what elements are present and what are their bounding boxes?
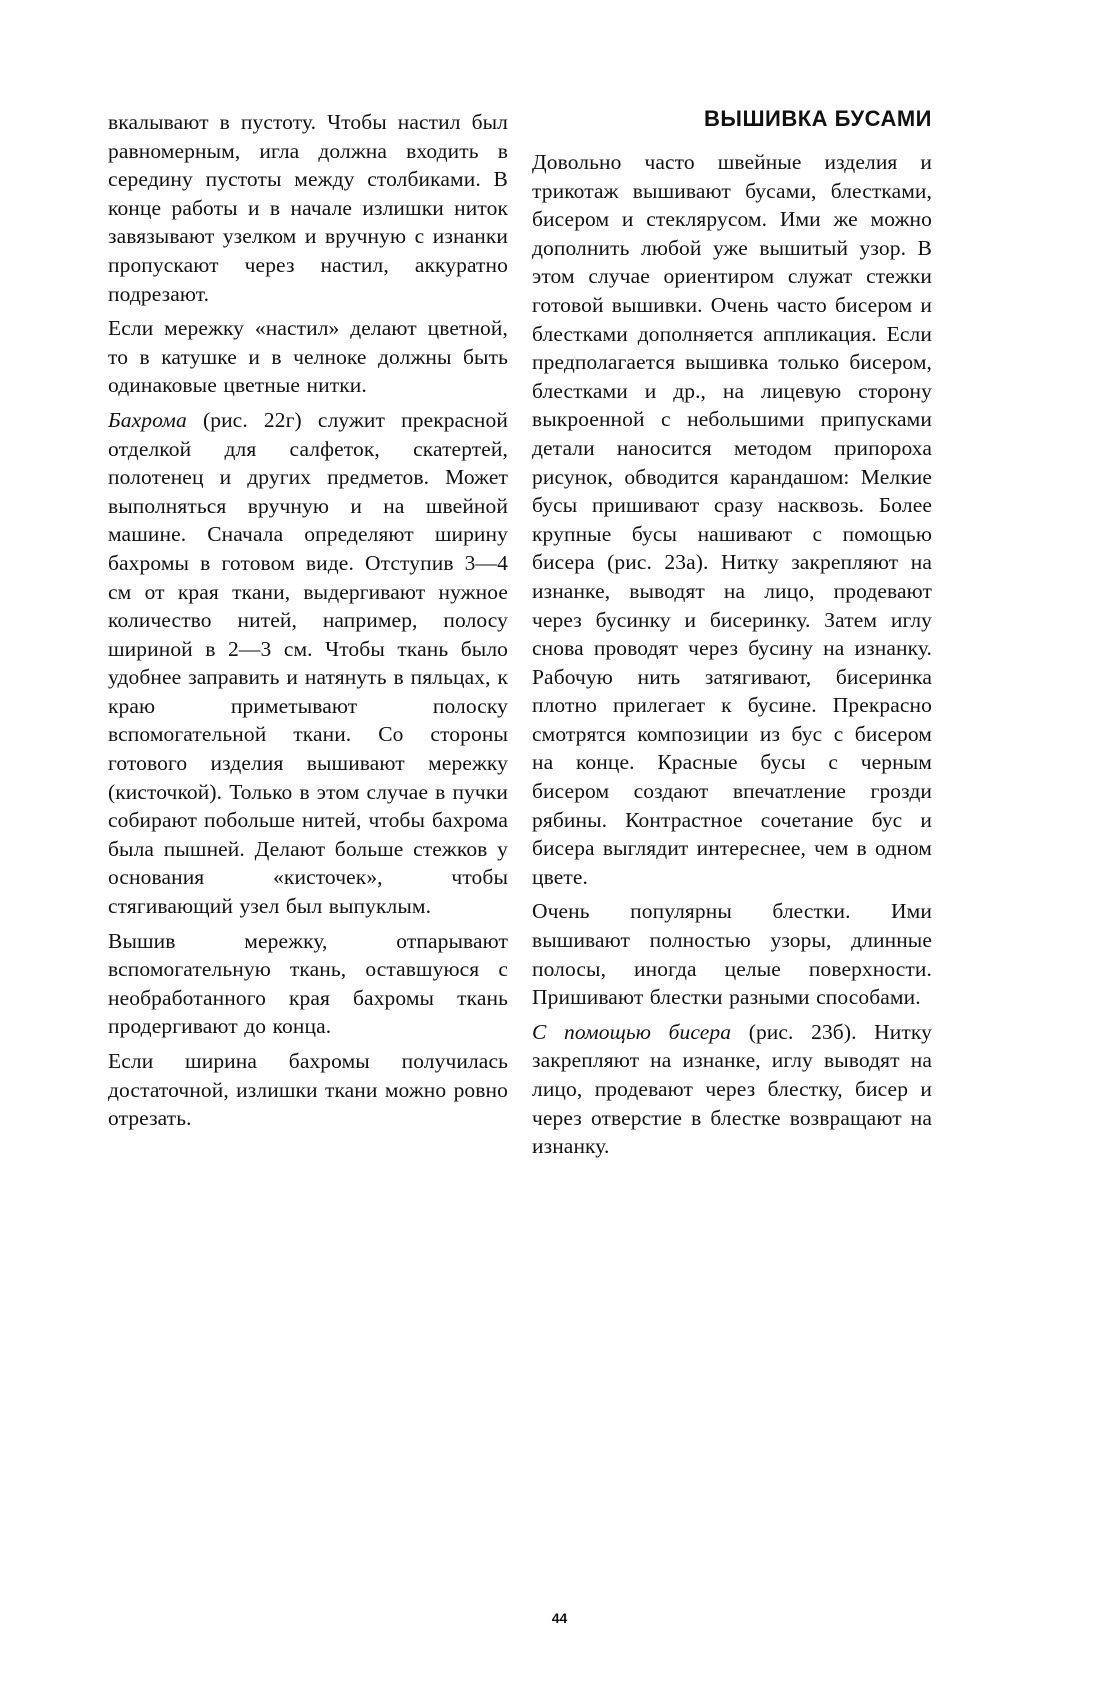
paragraph: вкалывают в пустоту. Чтобы настил был равномерным, игла должна входить в середину пустоты между столбиками. В конце работы и в начале излишки ниток завязывают узелком и вручную с изнанки пропускают через настил, аккуратно подрезают. <box>108 110 508 306</box>
italic-term: С помощью бисера <box>532 1019 732 1044</box>
paragraph-text: (рис. 22г) служит прекрасной отделкой для салфеток, скатертей, полотенец и других предметов. Может выполняться вручную и на швейной машине. Сначала определяют ширину бахромы в готовом виде. Отступив 3—4 см от края ткани, выдергивают нужное количество нитей, например, полосу шириной в 2—3 см. Чтобы ткань было удобнее заправить и натянуть в пяльцах, к краю приметывают полоску вспомогательной ткани. Со стороны готового изделия вышивают мережку (кисточкой). Только в этом случае в пучки собирают побольше нитей, чтобы бахрома была пышней. Делают больше стежков у основания «кисточек», чтобы стягивающий узел был выпуклым. <box>108 407 508 919</box>
paragraph: Если ширина бахромы получилась достаточной, излишки ткани можно ровно отрезать. <box>108 1049 508 1131</box>
paragraph: Если мережку «настил» делают цветной, то в катушке и в челноке должны быть одинаковые цветные нитки. <box>108 316 508 398</box>
section-heading: ВЫШИВКА БУСАМИ <box>704 106 932 131</box>
left-column <box>108 108 508 1139</box>
paragraph: Очень популярны блестки. Ими вышивают полностью узоры, длинные полосы, иногда целые поверхности. Пришивают блестки разными способами. <box>532 899 932 1010</box>
right-column <box>532 104 932 1167</box>
paragraph-text: (рис. 23б). Нитку закрепляют на изнанке, иглу выводят на лицо, продевают через блестку, бисер и через отверстие в блестке возвращают на изнанку. <box>532 1019 932 1159</box>
paragraph: Вышив мережку, отпарывают вспомогательную ткань, оставшуюся с необработанного края бахромы ткань продергивают до конца. <box>108 928 508 1039</box>
paragraph <box>108 406 508 921</box>
paragraph: Довольно часто швейные изделия и трикотаж вышивают бусами, блестками, бисером и стеклярусом. Ими же можно дополнить любой уже вышитый узор. В этом случае ориентиром служат стежки готовой вышивки. Очень часто бисером и блестками дополняется аппликация. Если предполагается вышивка только бисером, блестками и др., на лицевую сторону выкроенной с небольшими припусками детали наносится методом припороха рисунок, обводится карандашом: Мелкие бусы пришивают сразу насквозь. Более крупные бусы нашивают с помощью бисера (рис. 23а). Нитку закрепляют на изнанке, выводят на лицо, продевают через бусинку и бисеринку. Затем иглу снова проводят через бусину на изнанку. Рабочую нить затягивают, бисеринка плотно прилегает к бусине. Прекрасно смотрятся композиции из бус с бисером на конце. Красные бусы с черным бисером создают впечатление грозди рябины. Контрастное сочетание бус и бисера выглядит интереснее, чем в одном цвете. <box>532 150 932 889</box>
paragraph <box>532 1018 932 1161</box>
italic-term: Бахрома <box>108 407 187 432</box>
page-number: 44 <box>551 1610 568 1626</box>
